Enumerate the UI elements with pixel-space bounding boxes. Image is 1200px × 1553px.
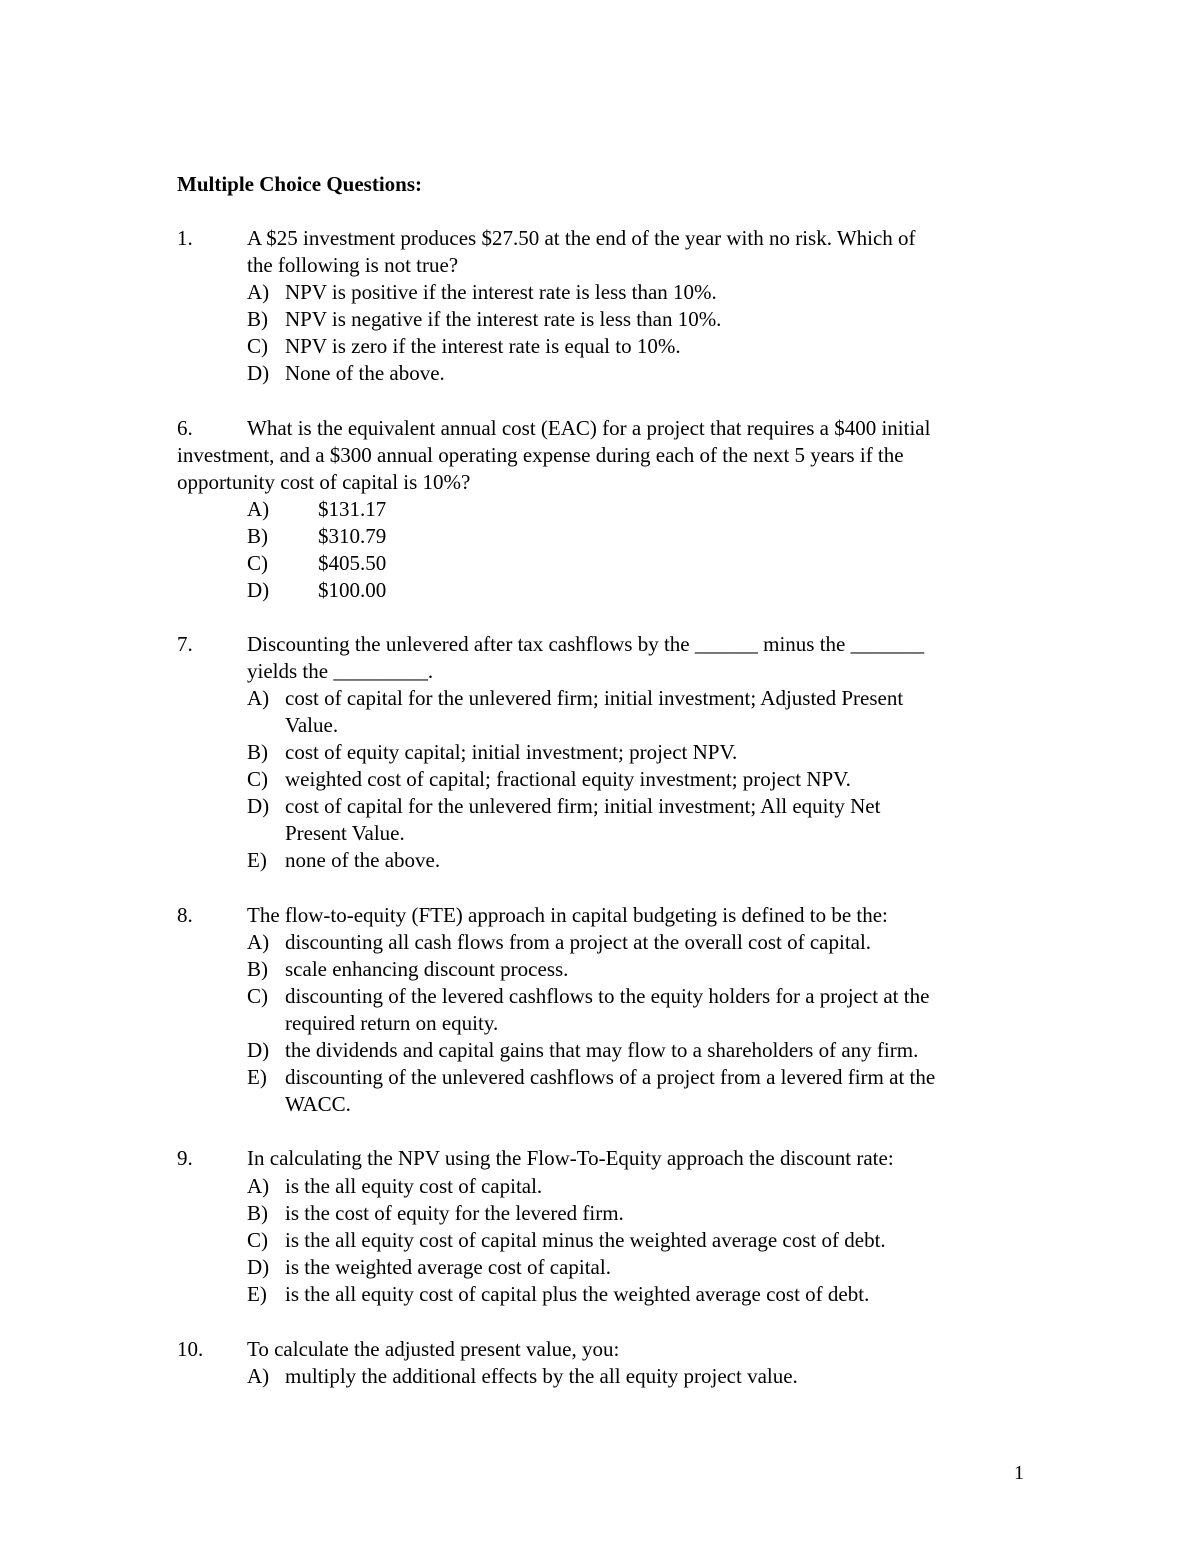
option-text: discounting of the unlevered cashflows of a project from a levered firm at the [285, 1065, 936, 1089]
option-text: NPV is zero if the interest rate is equal to 10%. [285, 334, 681, 358]
question-text-line: To calculate the adjusted present value, you: [247, 1337, 620, 1361]
option-letter: D) [247, 794, 270, 818]
question-text-line: The flow-to-equity (FTE) approach in capital budgeting is defined to be the: [247, 903, 888, 927]
page-number: 1 [1014, 1462, 1024, 1484]
option-text: cost of capital for the unlevered firm; initial investment; Adjusted Present [285, 686, 904, 710]
option-letter: D) [247, 1255, 270, 1279]
option-text: is the cost of equity for the levered firm. [285, 1201, 624, 1225]
question-text-line: opportunity cost of capital is 10%? [177, 470, 471, 494]
option-text: Present Value. [285, 821, 405, 845]
option-letter: B) [247, 957, 268, 981]
question-number: 1. [177, 226, 193, 250]
question-text-line: In calculating the NPV using the Flow-To-Equity approach the discount rate: [247, 1146, 894, 1170]
option-letter: E) [247, 1282, 267, 1306]
option-letter: D) [247, 578, 270, 602]
option-letter: C) [247, 334, 268, 358]
question-text-line: investment, and a $300 annual operating expense during each of the next 5 years if the [177, 443, 904, 467]
option-letter: E) [247, 1065, 267, 1089]
option-letter: C) [247, 1228, 268, 1252]
option-text: $100.00 [318, 578, 387, 602]
option-text: required return on equity. [285, 1011, 499, 1035]
option-letter: B) [247, 740, 268, 764]
question-number: 10. [177, 1337, 204, 1361]
option-letter: B) [247, 307, 268, 331]
option-text: weighted cost of capital; fractional equity investment; project NPV. [285, 767, 851, 791]
option-letter: C) [247, 984, 268, 1008]
option-text: NPV is positive if the interest rate is less than 10%. [285, 280, 717, 304]
option-text: $405.50 [318, 551, 387, 575]
question-number: 8. [177, 903, 193, 927]
question-number: 6. [177, 416, 193, 440]
option-letter: D) [247, 361, 270, 385]
option-letter: A) [247, 280, 270, 304]
option-letter: C) [247, 767, 268, 791]
option-text: is the all equity cost of capital minus the weighted average cost of debt. [285, 1228, 886, 1252]
question-text-line: What is the equivalent annual cost (EAC) for a project that requires a $400 initial [247, 416, 931, 440]
option-text: is the all equity cost of capital. [285, 1174, 543, 1198]
option-letter: E) [247, 848, 267, 872]
question-text-line: A $25 investment produces $27.50 at the end of the year with no risk. Which of [247, 226, 916, 250]
question-number: 7. [177, 632, 193, 656]
option-letter: C) [247, 551, 268, 575]
option-letter: A) [247, 930, 270, 954]
question-text-line: Discounting the unlevered after tax cashflows by the ______ minus the _______ [247, 632, 925, 656]
option-text: is the weighted average cost of capital. [285, 1255, 611, 1279]
option-letter: A) [247, 686, 270, 710]
option-letter: A) [247, 1174, 270, 1198]
question-number: 9. [177, 1146, 193, 1170]
option-letter: A) [247, 1364, 270, 1388]
option-text: discounting all cash flows from a project at the overall cost of capital. [285, 930, 872, 954]
option-text: the dividends and capital gains that may flow to a shareholders of any firm. [285, 1038, 919, 1062]
option-text: discounting of the levered cashflows to the equity holders for a project at the [285, 984, 930, 1008]
option-text: None of the above. [285, 361, 445, 385]
option-text: multiply the additional effects by the all equity project value. [285, 1364, 798, 1388]
option-text: cost of capital for the unlevered firm; initial investment; All equity Net [285, 794, 881, 818]
option-text: cost of equity capital; initial investment; project NPV. [285, 740, 738, 764]
option-text: none of the above. [285, 848, 441, 872]
section-heading: Multiple Choice Questions: [177, 172, 422, 196]
option-text: $131.17 [318, 497, 387, 521]
option-text: WACC. [285, 1092, 351, 1116]
question-text-line: yields the _________. [247, 659, 434, 683]
question-text-line: the following is not true? [247, 253, 459, 277]
option-letter: D) [247, 1038, 270, 1062]
option-letter: B) [247, 524, 268, 548]
option-text: NPV is negative if the interest rate is less than 10%. [285, 307, 722, 331]
option-text: scale enhancing discount process. [285, 957, 569, 981]
option-text: $310.79 [318, 524, 387, 548]
option-letter: B) [247, 1201, 268, 1225]
option-text: Value. [285, 713, 339, 737]
option-letter: A) [247, 497, 270, 521]
option-text: is the all equity cost of capital plus the weighted average cost of debt. [285, 1282, 870, 1306]
